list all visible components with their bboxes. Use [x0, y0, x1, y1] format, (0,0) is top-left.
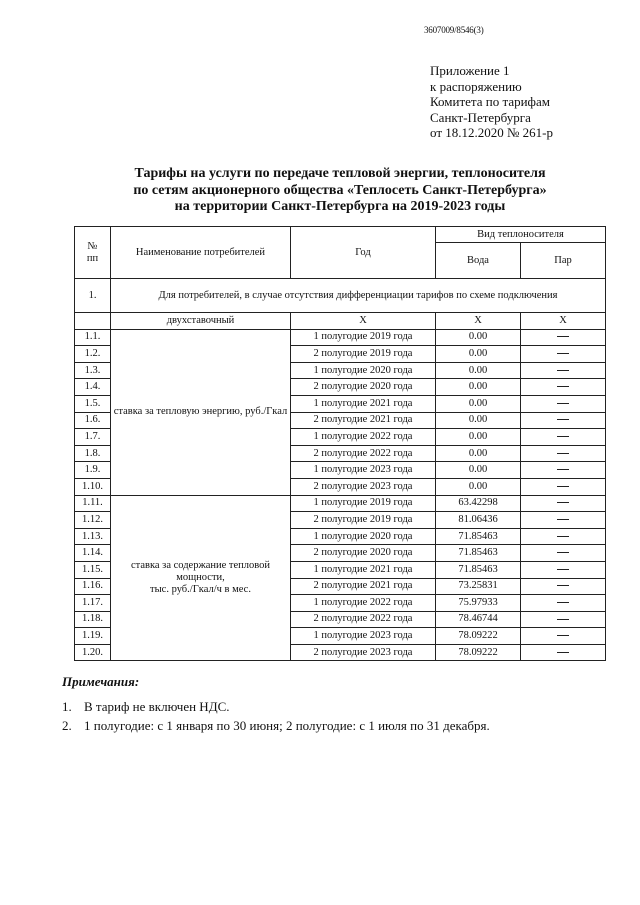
row-steam — [521, 346, 606, 363]
row-steam — [521, 545, 606, 562]
row-water: 0.00 — [436, 346, 521, 363]
row-num: 1.9. — [75, 462, 111, 479]
note-item: 1. В тариф не включен НДС. — [62, 699, 230, 714]
row-year: 2 полугодие 2022 года — [291, 445, 436, 462]
header-carrier: Вид теплоносителя — [436, 227, 606, 243]
consumer-energy-rate: ставка за тепловую энергию, руб./Гкал — [111, 329, 291, 495]
dash-mark — [557, 552, 569, 553]
row-num: 1.6. — [75, 412, 111, 429]
row-num: 1.19. — [75, 628, 111, 645]
row-num: 1.8. — [75, 445, 111, 462]
row-year: 1 полугодие 2022 года — [291, 429, 436, 446]
row-num: 1.15. — [75, 561, 111, 578]
empty-cell — [75, 313, 111, 330]
row-num: 1.1. — [75, 329, 111, 346]
appendix-line: к распоряжению — [430, 78, 522, 94]
row-year: 2 полугодие 2019 года — [291, 346, 436, 363]
note-item: 2. 1 полугодие: с 1 января по 30 июня; 2 полугодие: с 1 июля по 31 декабря. — [62, 718, 490, 733]
row-steam — [521, 595, 606, 612]
row-water: 78.46744 — [436, 611, 521, 628]
row-year: 2 полугодие 2021 года — [291, 412, 436, 429]
dash-mark — [557, 602, 569, 603]
row-num: 1.17. — [75, 595, 111, 612]
row-water: 78.09222 — [436, 644, 521, 661]
header-water: Вода — [436, 243, 521, 279]
row-year: 2 полугодие 2023 года — [291, 478, 436, 495]
row-year: 1 полугодие 2019 года — [291, 329, 436, 346]
dash-mark — [557, 519, 569, 520]
x-mark: X — [436, 313, 521, 330]
row-water: 81.06436 — [436, 512, 521, 529]
header-consumer: Наименование потребителей — [111, 227, 291, 279]
row-num: 1.20. — [75, 644, 111, 661]
row-num: 1.4. — [75, 379, 111, 396]
row-steam — [521, 611, 606, 628]
row-num: 1.13. — [75, 528, 111, 545]
appendix-line: Комитета по тарифам — [430, 94, 550, 109]
appendix-line: от 18.12.2020 № 261-р — [430, 125, 553, 140]
header-steam: Пар — [521, 243, 606, 279]
row-water: 75.97933 — [436, 595, 521, 612]
row-steam — [521, 429, 606, 446]
dash-mark — [557, 419, 569, 420]
row-steam — [521, 578, 606, 595]
title-line: на территории Санкт-Петербурга на 2019-2023 годы — [174, 199, 506, 214]
row-water: 0.00 — [436, 429, 521, 446]
row-steam — [521, 379, 606, 396]
row-num: 1.11. — [75, 495, 111, 512]
row-year: 1 полугодие 2021 года — [291, 561, 436, 578]
row-water: 0.00 — [436, 462, 521, 479]
document-title — [60, 166, 620, 216]
row-steam — [521, 445, 606, 462]
dash-mark — [557, 453, 569, 454]
row-water: 0.00 — [436, 395, 521, 412]
row-water: 0.00 — [436, 329, 521, 346]
row-steam — [521, 528, 606, 545]
row-steam — [521, 478, 606, 495]
appendix-block — [430, 63, 553, 141]
header-year: Год — [291, 227, 436, 279]
row-num: 1.16. — [75, 578, 111, 595]
appendix-line: Приложение 1 — [430, 63, 510, 78]
dash-mark — [557, 585, 569, 586]
dash-mark — [557, 652, 569, 653]
consumer-capacity-rate: ставка за содержание тепловой мощности, тыс. руб./Гкал/ч в мес. — [111, 495, 291, 661]
row-steam — [521, 362, 606, 379]
row-steam — [521, 412, 606, 429]
dash-mark — [557, 469, 569, 470]
section-text: Для потребителей, в случае отсутствия дифференциации тарифов по схеме подключения — [111, 279, 606, 313]
x-mark: X — [291, 313, 436, 330]
row-water: 78.09222 — [436, 628, 521, 645]
title-line: по сетям акционерного общества «Теплосеть Санкт-Петербурга» — [133, 182, 547, 198]
row-num: 1.14. — [75, 545, 111, 562]
section-num: 1. — [75, 279, 111, 313]
row-water: 71.85463 — [436, 545, 521, 562]
row-water: 73.25831 — [436, 578, 521, 595]
row-steam — [521, 395, 606, 412]
row-steam — [521, 512, 606, 529]
dash-mark — [557, 353, 569, 354]
row-year: 2 полугодие 2020 года — [291, 545, 436, 562]
row-num: 1.3. — [75, 362, 111, 379]
row-year: 1 полугодие 2023 года — [291, 462, 436, 479]
dash-mark — [557, 635, 569, 636]
row-water: 71.85463 — [436, 528, 521, 545]
document-number: 3607009/8546(3) — [424, 25, 484, 35]
dash-mark — [557, 502, 569, 503]
row-steam — [521, 628, 606, 645]
dash-mark — [557, 336, 569, 337]
row-year: 2 полугодие 2022 года — [291, 611, 436, 628]
appendix-line: Санкт-Петербурга — [430, 109, 531, 125]
row-year: 2 полугодие 2023 года — [291, 644, 436, 661]
row-water: 0.00 — [436, 412, 521, 429]
notes-list — [62, 697, 490, 735]
dash-mark — [557, 370, 569, 371]
x-mark: X — [521, 313, 606, 330]
row-year: 1 полугодие 2022 года — [291, 595, 436, 612]
dash-mark — [557, 386, 569, 387]
dash-mark — [557, 536, 569, 537]
dash-mark — [557, 436, 569, 437]
two-part-label: двухставочный — [111, 313, 291, 330]
row-steam — [521, 644, 606, 661]
row-num: 1.18. — [75, 611, 111, 628]
dash-mark — [557, 569, 569, 570]
row-steam — [521, 561, 606, 578]
row-num: 1.2. — [75, 346, 111, 363]
row-year: 2 полугодие 2021 года — [291, 578, 436, 595]
row-water: 0.00 — [436, 445, 521, 462]
row-year: 1 полугодие 2019 года — [291, 495, 436, 512]
notes-title: Примечания: — [62, 674, 140, 689]
row-water: 0.00 — [436, 379, 521, 396]
row-water: 63.42298 — [436, 495, 521, 512]
row-steam — [521, 495, 606, 512]
row-steam — [521, 329, 606, 346]
tariff-table — [74, 226, 606, 661]
row-year: 1 полугодие 2020 года — [291, 362, 436, 379]
row-year: 2 полугодие 2020 года — [291, 379, 436, 396]
dash-mark — [557, 486, 569, 487]
row-water: 0.00 — [436, 478, 521, 495]
row-num: 1.12. — [75, 512, 111, 529]
row-year: 2 полугодие 2019 года — [291, 512, 436, 529]
row-num: 1.7. — [75, 429, 111, 446]
row-steam — [521, 462, 606, 479]
row-water: 71.85463 — [436, 561, 521, 578]
row-num: 1.5. — [75, 395, 111, 412]
title-line: Тарифы на услуги по передаче тепловой энергии, теплоносителя — [134, 166, 546, 181]
dash-mark — [557, 619, 569, 620]
dash-mark — [557, 403, 569, 404]
row-num: 1.10. — [75, 478, 111, 495]
row-year: 1 полугодие 2021 года — [291, 395, 436, 412]
header-num: № пп — [75, 227, 111, 279]
row-water: 0.00 — [436, 362, 521, 379]
row-year: 1 полугодие 2020 года — [291, 528, 436, 545]
row-year: 1 полугодие 2023 года — [291, 628, 436, 645]
